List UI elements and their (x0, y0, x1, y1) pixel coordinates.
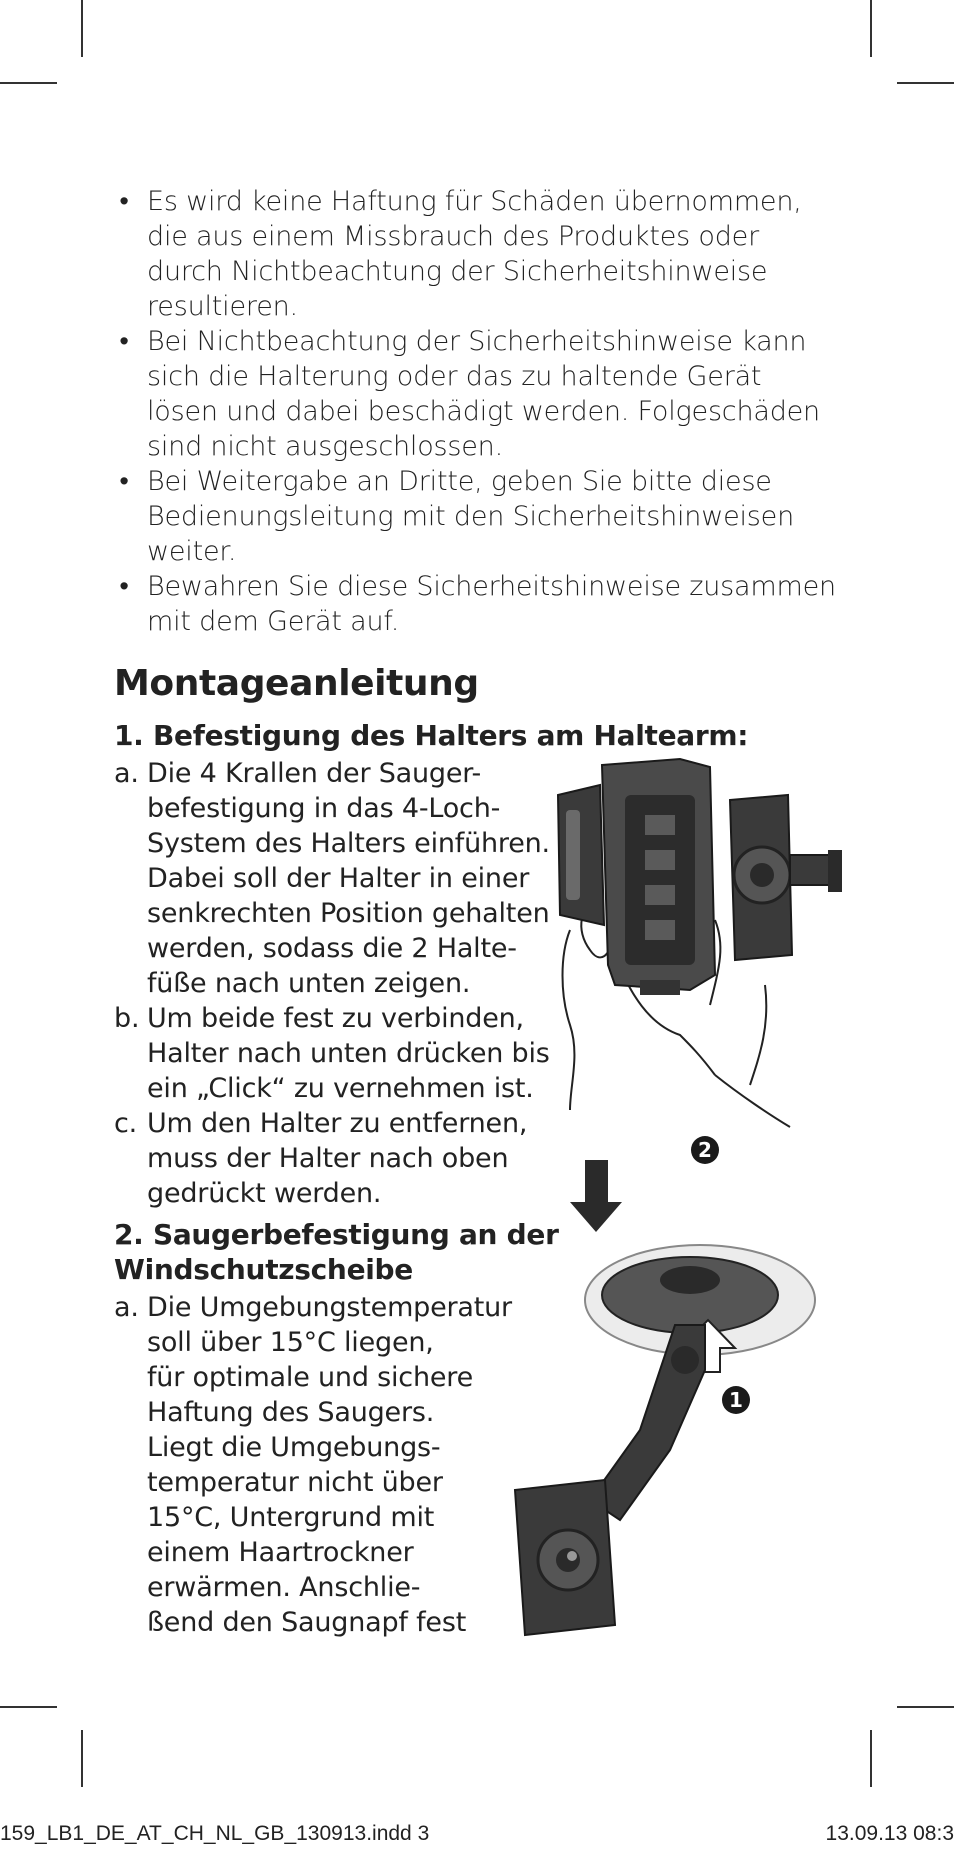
text-line: Die Umgebungstemperatur (147, 1292, 512, 1323)
callout-2-label: 2 (698, 1138, 712, 1162)
bullet-dot: • (119, 326, 129, 357)
step-mark: b. (114, 1003, 140, 1034)
down-arrow-icon (570, 1160, 622, 1232)
safety-bullet-list (114, 184, 854, 639)
text-line: Dabei soll der Halter in einer (147, 863, 530, 894)
text-line: befestigung in das 4-Loch- (147, 793, 501, 824)
bullet-item (114, 569, 854, 639)
text-line: Liegt die Umgebungs- (147, 1432, 441, 1463)
text-line: Bewahren Sie diese Sicherheitshinweise zusammen (147, 571, 836, 602)
steps-list-2 (114, 1290, 514, 1640)
text-line: gedrückt werden. (147, 1178, 382, 1209)
bullet-item (114, 184, 854, 324)
text-line: Bei Nichtbeachtung der Sicherheitshinweise kann (147, 326, 807, 357)
footer-file-info: 159_LB1_DE_AT_CH_NL_GB_130913.indd 3 (0, 1822, 430, 1845)
text-line: muss der Halter nach oben (147, 1143, 509, 1174)
text-line: Windschutzscheibe (114, 1253, 413, 1286)
footer-timestamp: 13.09.13 08:3 (825, 1822, 954, 1845)
text-line: Die 4 Krallen der Sauger- (147, 758, 482, 789)
text-line: Bei Weitergabe an Dritte, geben Sie bitte diese (147, 466, 772, 497)
crop-mark (870, 1730, 872, 1787)
text-line: senkrechten Position gehalten (147, 898, 550, 929)
crop-mark (897, 82, 954, 84)
step-mark: a. (114, 1292, 139, 1323)
text-line: erwärmen. Anschlie- (147, 1572, 421, 1603)
text-line: 15°C, Untergrund mit (147, 1502, 435, 1533)
bullet-dot: • (119, 466, 129, 497)
bullet-dot: • (119, 571, 129, 602)
text-line: durch Nichtbeachtung der Sicherheitshinweise (147, 256, 768, 287)
step-mark: a. (114, 758, 139, 789)
bullet-dot: • (119, 186, 129, 217)
step-item (114, 756, 550, 1001)
subsection-title-1: 1. Befestigung des Halters am Haltearm: (114, 719, 749, 752)
bullet-item (114, 324, 854, 464)
text-line: Haftung des Saugers. (147, 1397, 435, 1428)
text-line: Halter nach unten drücken bis (147, 1038, 550, 1069)
steps-list-1 (114, 756, 550, 1211)
text-line: einem Haartrockner (147, 1537, 414, 1568)
crop-mark (897, 1706, 954, 1708)
text-line: System des Halters einführen. (147, 828, 550, 859)
text-line: ßend den Saugnapf fest (147, 1607, 467, 1638)
text-line: weiter. (147, 536, 237, 567)
text-line: Es wird keine Haftung für Schäden übernommen, (147, 186, 802, 217)
bullet-item (114, 464, 854, 569)
step-item (114, 1001, 550, 1106)
text-line: Um den Halter zu entfernen, (147, 1108, 528, 1139)
step-item (114, 1106, 544, 1211)
text-line: resultieren. (147, 291, 298, 322)
crop-mark (870, 0, 872, 57)
crop-mark (0, 82, 57, 84)
text-line: füße nach unten zeigen. (147, 968, 471, 999)
step-mark: c. (114, 1108, 138, 1139)
section-title: Montageanleitung (114, 663, 479, 704)
holder-mounting-illustration (540, 755, 860, 1135)
step-item (114, 1290, 514, 1640)
text-line: sich die Halterung oder das zu haltende Gerät (147, 361, 762, 392)
text-line: lösen und dabei beschädigt werden. Folgeschäden (147, 396, 820, 427)
text-line: ein „Click“ zu vernehmen ist. (147, 1073, 534, 1104)
text-line: werden, sodass die 2 Halte- (147, 933, 517, 964)
crop-mark (81, 1730, 83, 1787)
text-line: für optimale und sichere (147, 1362, 473, 1393)
suction-mount-illustration (510, 1120, 840, 1640)
text-line: Bedienungsleitung mit den Sicherheitshinweisen (147, 501, 795, 532)
text-line: 2. Saugerbefestigung an der (114, 1218, 559, 1251)
text-line: Um beide fest zu verbinden, (147, 1003, 524, 1034)
text-line: temperatur nicht über (147, 1467, 443, 1498)
crop-mark (0, 1706, 57, 1708)
text-line: soll über 15°C liegen, (147, 1327, 434, 1358)
text-line: mit dem Gerät auf. (147, 606, 400, 637)
text-line: die aus einem Missbrauch des Produktes oder (147, 221, 759, 252)
text-line: sind nicht ausgeschlossen. (147, 431, 503, 462)
subsection-title-2 (114, 1217, 559, 1287)
crop-mark (81, 0, 83, 57)
callout-1-label: 1 (729, 1388, 743, 1412)
